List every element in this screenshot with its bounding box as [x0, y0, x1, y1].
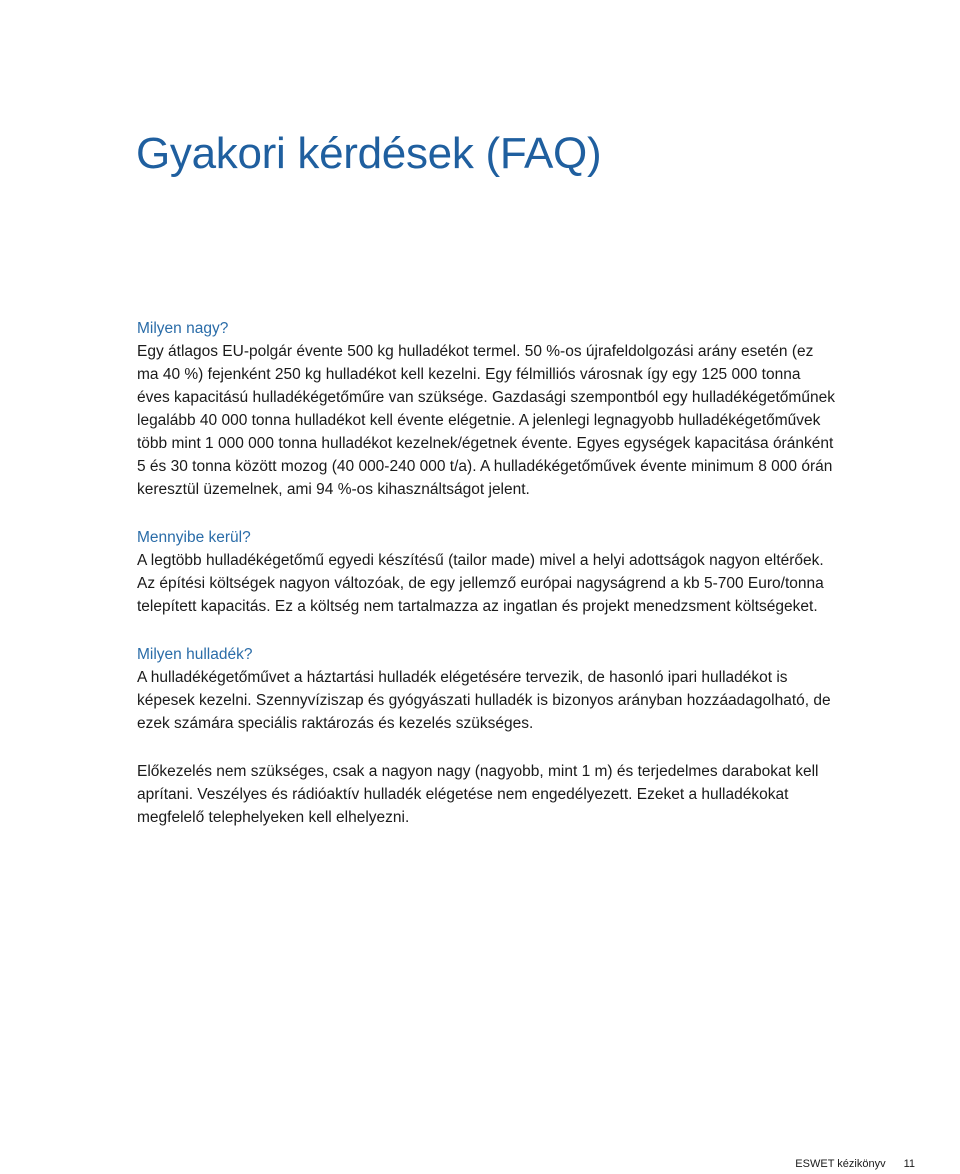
faq-section-size — [137, 317, 837, 501]
faq-answer: A hulladékégetőművet a háztartási hulladék elégetésére tervezik, de hasonló ipari hulladékot is képesek kezelni. Szennyvíziszap és gyógyászati hulladék is bizonyos arányban hozzáadagolható, de ezek számára speciális raktározás és kezelés szükséges. — [137, 669, 831, 732]
closing-paragraph: Előkezelés nem szükséges, csak a nagyon nagy (nagyobb, mint 1 m) és terjedelmes darabokat kell aprítani. Veszélyes és rádióaktív hulladék elégetése nem engedélyezett. Ezeket a hulladékokat megfelelő telephelyeken kell elhelyezni. — [137, 763, 819, 826]
page-footer — [795, 1158, 915, 1170]
faq-answer: Egy átlagos EU-polgár évente 500 kg hulladékot termel. 50 %-os újrafeldolgozási arány esetén (ez ma 40 %) fejenként 250 kg hulladékot kell kezelni. Egy félmilliós városnak így egy 125 000 tonna éves kapacitású hulladékégetőműre van szüksége. Gazdasági szempontból egy hulladékégetőműnek legalább 40 000 tonna hulladékot kell évente elégetnie. A jelenlegi legnagyobb hulladékégetőművek több mint 1 000 000 tonna hulladékot kezelnek/égetnek évente. Egyes egységek kapacitása óránként 5 és 30 tonna között mozog (40 000-240 000 t/a). A hulladékégetőművek évente minimum 8 000 órán keresztül üzemelnek, ami 94 %-os kihasználtságot jelent. — [137, 343, 835, 498]
faq-content — [137, 317, 837, 829]
faq-section-waste-type — [137, 643, 837, 735]
faq-section-cost — [137, 526, 837, 618]
faq-question: Mennyibe kerül? — [137, 529, 251, 546]
page-title: Gyakori kérdések (FAQ) — [136, 129, 602, 178]
faq-question: Milyen nagy? — [137, 320, 229, 337]
faq-question: Milyen hulladék? — [137, 646, 253, 663]
publication-name: ESWET kézikönyv — [795, 1158, 886, 1170]
page-number: 11 — [903, 1158, 915, 1170]
faq-answer: A legtöbb hulladékégetőmű egyedi készítésű (tailor made) mivel a helyi adottságok nagyon eltérőek. Az építési költségek nagyon változóak, de egy jellemző európai nagyságrend a kb 5-700 Euro/tonna telepített kapacitás. Ez a költség nem tartalmazza az ingatlan és projekt menedzsment költségeket. — [137, 552, 824, 615]
